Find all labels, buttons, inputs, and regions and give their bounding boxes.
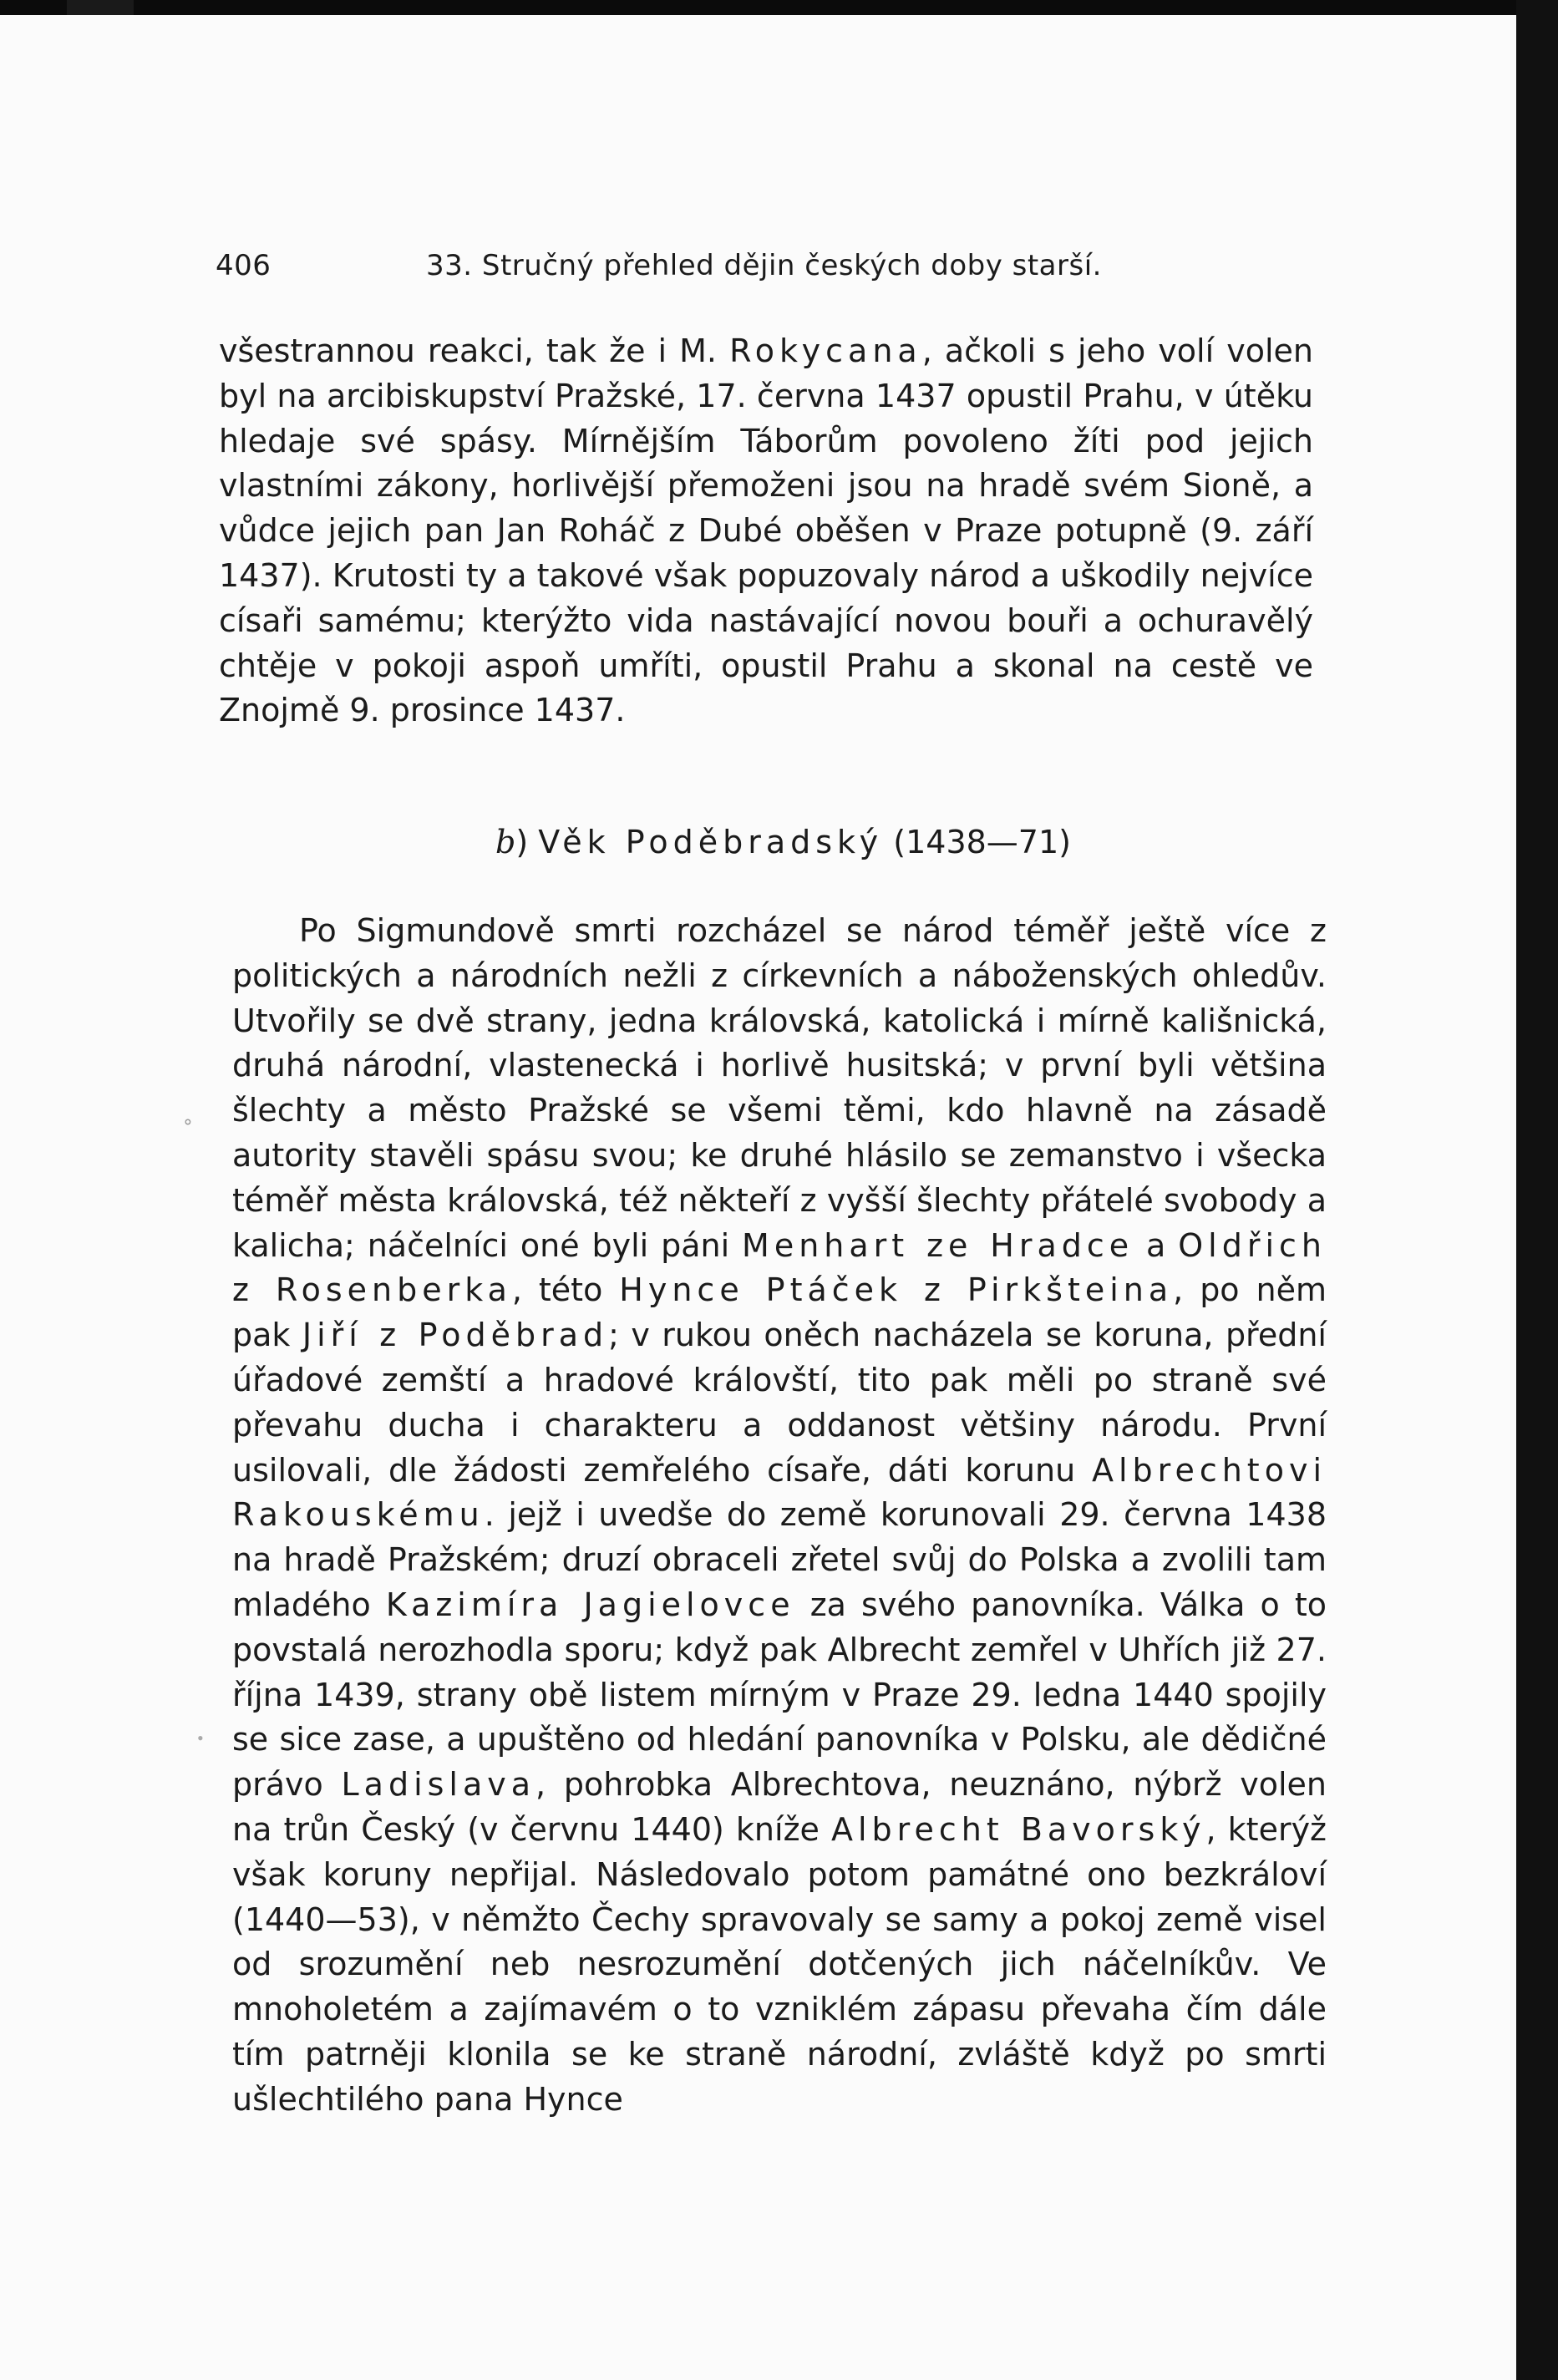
text-run: a <box>1134 1226 1179 1264</box>
text-run: , po něm pak <box>232 1271 1327 1354</box>
name-oldrich: Oldřich z Rosenberka <box>232 1226 1327 1309</box>
page-number: 406 <box>216 249 272 282</box>
name-ladislav: Ladislava <box>341 1766 536 1804</box>
text-run: . jejž i uvedše do země korunovali 29. června 1438 na hradě Pražském; druzí obraceli zřetel svůj do Polska a zvolili tam mladého <box>232 1496 1327 1623</box>
running-title: 33. Stručný přehled dějin českých doby starší. <box>426 249 1102 282</box>
name-albrecht-bavorsky: Albrecht Bavorský <box>831 1810 1206 1848</box>
book-page <box>0 15 1516 2380</box>
name-rokycana: Rokycana <box>729 332 922 369</box>
text-run: ; v rukou oněch nacházela se koruna, přední úřadové zemští a hradové královští, tito pak měli po straně své převahu ducha i charakteru a oddanost většiny národu. První usilovali, dle žádosti zemřelého císaře, dáti korunu <box>232 1317 1327 1489</box>
name-menhart: Menhart ze Hradce <box>742 1226 1134 1264</box>
scan-speck: • <box>197 1728 204 1748</box>
scan-edge-right <box>1516 0 1558 2380</box>
name-hynce: Hynce Ptáček z Pirkšteina <box>619 1271 1174 1309</box>
section-title: Věk Poděbradský <box>538 824 884 860</box>
text-run: , kterýž však koruny nepřijal. Následovalo potom památné ono bezkráloví (1440—53), v němžto Čechy spravovaly se samy a pokoj země visel od srozumění neb nesrozumění dotčených jich náčelníkův. Ve mnoholetém a zajímavém o to vzniklém zápasu převaha čím dále tím patrněji klonila se ke straně národní, zvláště když po smrti ušlechtilého pana Hynce <box>232 1810 1327 2118</box>
section-letter: b <box>495 824 516 860</box>
text-run: všestrannou reakci, tak že i M. <box>219 332 730 369</box>
paragraph-continued <box>219 329 1313 733</box>
name-jiri: Jiří z Poděbrad <box>302 1317 609 1354</box>
section-years: (1438—71) <box>893 824 1071 860</box>
section-letter-paren: ) <box>515 824 529 860</box>
text-run: , této <box>511 1271 620 1309</box>
name-kazimir: Kazimíra Jagielovce <box>385 1586 795 1623</box>
text-run: , ačkoli s jeho volí volen byl na arcibiskupství Pražské, 17. června 1437 opustil Prahu, v útěku hledaje své spásy. Mírnějším Táborům povoleno žíti pod jejich vlastními zákony, horlivější přemoženi jsou na hradě svém Sioně, a vůdce jejich pan Jan Roháč z Dubé oběšen v Praze potupně (9. září 1437). Krutosti ty a takové však popuzovaly národ a uškodily nejvíce císaři samému; kterýžto vida nastávající novou bouři a ochuravělý chtěje v pokoji aspoň umříti, opustil Prahu a skonal na cestě ve Znojmě 9. prosince 1437. <box>219 332 1313 729</box>
text-run: Po Sigmundově smrti rozcházel se národ téměř ještě více z politických a národních nežli z církevních a náboženských ohledův. Utvořily se dvě strany, jedna královská, katolická i mírně kališnická, druhá národní, vlastenecká i horlivě husitská; v první byli většina šlechty a město Pražské se všemi těmi, kdo hlavně na zásadě autority stavěli spásu svou; ke druhé hlásilo se zemanstvo i všecka téměř města královská, též někteří z vyšší šlechty přátelé svobody a kalicha; náčelníci oné byli páni <box>232 912 1327 1264</box>
section-heading <box>0 824 1516 860</box>
scan-edge-top <box>67 0 134 15</box>
scan-speck: ∘ <box>182 1111 194 1132</box>
name-albrecht-rakousky: Albrechtovi Rakouskému <box>232 1451 1327 1534</box>
paragraph-main <box>232 909 1327 2123</box>
text-run: za svého panovníka. Válka o to povstalá nerozhodla sporu; když pak Albrecht zemřel v Uhřích již 27. října 1439, strany obě listem mírným v Praze 29. ledna 1440 spojily se sice zase, a upuštěno od hledání panovníka v Polsku, ale dědičné právo <box>232 1586 1327 1804</box>
text-run: , pohrobka Albrechtova, neuznáno, nýbrž volen na trůn Český (v červnu 1440) kníže <box>232 1766 1327 1848</box>
